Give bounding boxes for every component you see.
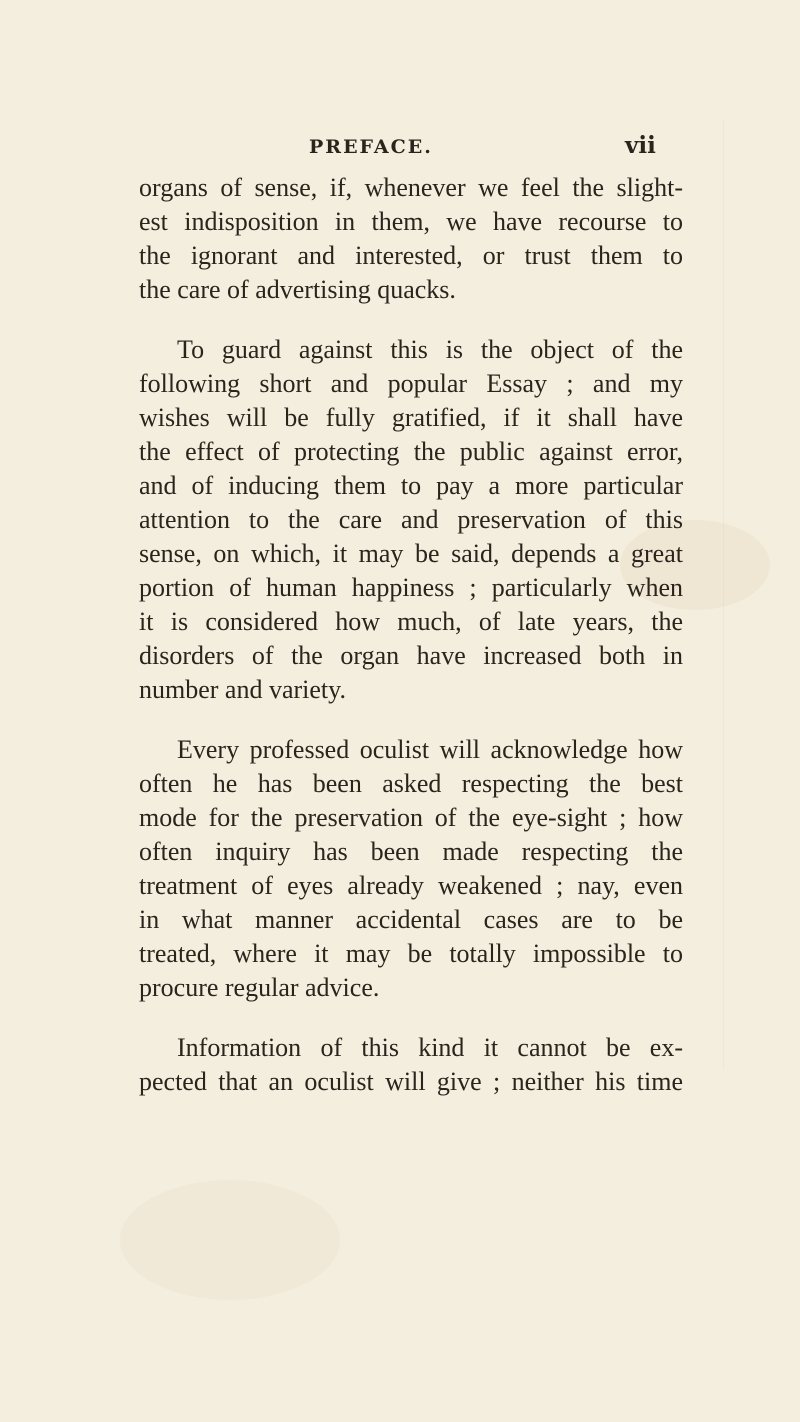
text-line: treated, where it may be totally impossible to <box>139 939 683 968</box>
text-line: attention to the care and preservation of this <box>139 505 683 534</box>
text-line: To guard against this is the object of the <box>177 335 683 364</box>
text-line: disorders of the organ have increased both in <box>139 641 683 670</box>
text-line: number and variety. <box>139 675 346 704</box>
text-line: the care of advertising quacks. <box>139 275 456 304</box>
text-line: mode for the preservation of the eye-sight ; how <box>139 803 683 832</box>
running-head: PREFACE. <box>309 136 433 158</box>
text-line: the ignorant and interested, or trust them to <box>139 241 683 270</box>
text-line: it is considered how much, of late years, the <box>139 607 683 636</box>
page-number: vii <box>625 132 656 159</box>
text-line: pected that an oculist will give ; neither his time <box>139 1067 683 1096</box>
text-line: often inquiry has been made respecting the <box>139 837 683 866</box>
paper-stain <box>120 1180 340 1300</box>
text-line: portion of human happiness ; particularly when <box>139 573 683 602</box>
text-line: and of inducing them to pay a more particular <box>139 471 683 500</box>
body-text <box>139 171 683 1099</box>
text-line: following short and popular Essay ; and my <box>139 369 683 398</box>
text-line: est indisposition in them, we have recourse to <box>139 207 683 236</box>
text-line: often he has been asked respecting the best <box>139 769 683 798</box>
page-header <box>0 132 800 166</box>
paragraph-gap <box>139 1005 683 1031</box>
text-line: Every professed oculist will acknowledge how <box>177 735 683 764</box>
text-line: sense, on which, it may be said, depends a great <box>139 539 683 568</box>
text-line: in what manner accidental cases are to be <box>139 905 683 934</box>
text-line: organs of sense, if, whenever we feel the slight- <box>139 173 683 202</box>
text-line: procure regular advice. <box>139 973 380 1002</box>
text-line: wishes will be fully gratified, if it shall have <box>139 403 683 432</box>
text-line: treatment of eyes already weakened ; nay, even <box>139 871 683 900</box>
text-line: Information of this kind it cannot be ex- <box>177 1033 683 1062</box>
paragraph-gap <box>139 707 683 733</box>
paragraph-gap <box>139 307 683 333</box>
text-line: the effect of protecting the public against error, <box>139 437 683 466</box>
page-crease <box>723 120 724 1070</box>
